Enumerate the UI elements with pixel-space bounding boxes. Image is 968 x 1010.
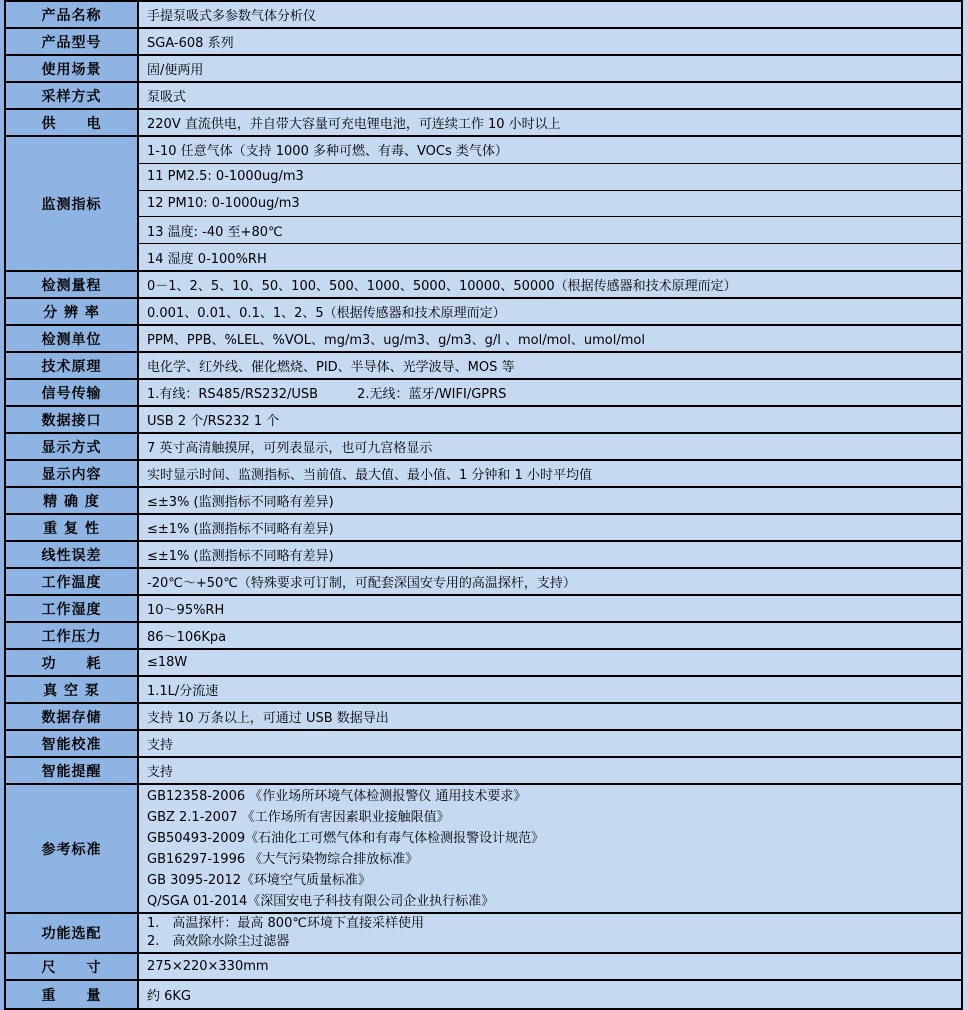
spec-label: 智能提醒 bbox=[6, 758, 139, 783]
right-margin-strip bbox=[963, 0, 968, 1010]
spec-value: 1.有线：RS485/RS232/USB 2.无线：蓝牙/WIFI/GPRS bbox=[139, 380, 961, 405]
spec-value: 实时显示时间、监测指标、当前值、最大值、最小值、1 分钟和 1 小时平均值 bbox=[139, 461, 961, 486]
spec-label: 显示内容 bbox=[6, 461, 139, 486]
row-accuracy bbox=[6, 488, 961, 515]
row-linearity-error bbox=[6, 542, 961, 569]
spec-value: PPM、PPB、%LEL、%VOL、mg/m3、ug/m3、g/m3、g/l 、mol/mol、umol/mol bbox=[139, 326, 961, 351]
product-spec-table bbox=[4, 0, 963, 1010]
row-data-interface bbox=[6, 407, 961, 434]
spec-label: 工作压力 bbox=[6, 623, 139, 648]
spec-value: 220V 直流供电，并自带大容量可充电锂电池，可连续工作 10 小时以上 bbox=[139, 110, 961, 135]
row-product-name bbox=[6, 2, 961, 29]
spec-value: 10～95%RH bbox=[139, 596, 961, 621]
spec-value: ≤±1% (监测指标不同略有差异) bbox=[139, 515, 961, 540]
row-working-pressure bbox=[6, 623, 961, 650]
spec-label: 信号传输 bbox=[6, 380, 139, 405]
spec-label: 数据存储 bbox=[6, 704, 139, 729]
row-detection-range bbox=[6, 272, 961, 299]
row-smart-reminder bbox=[6, 758, 961, 785]
row-working-temperature bbox=[6, 569, 961, 596]
spec-label: 技术原理 bbox=[6, 353, 139, 378]
standard-item: Q/SGA 01-2014《深国安电子科技有限公司企业执行标准》 bbox=[147, 893, 495, 909]
spec-value-group bbox=[139, 785, 961, 912]
row-smart-calibration bbox=[6, 731, 961, 758]
spec-label: 参考标准 bbox=[6, 785, 139, 912]
spec-value: 支持 bbox=[139, 758, 961, 783]
spec-label: 真 空 泵 bbox=[6, 677, 139, 702]
spec-label: 检测量程 bbox=[6, 272, 139, 297]
spec-label: 重 复 性 bbox=[6, 515, 139, 540]
spec-value: 支持 bbox=[139, 731, 961, 756]
row-repeatability bbox=[6, 515, 961, 542]
spec-value: -20℃～+50℃（特殊要求可订制，可配套深国安专用的高温探杆，支持） bbox=[139, 569, 961, 594]
spec-label: 供 电 bbox=[6, 110, 139, 135]
spec-value: 0.001、0.01、0.1、1、2、5（根据传感器和技术原理而定） bbox=[139, 299, 961, 324]
standard-item: GB 3095-2012《环境空气质量标准》 bbox=[147, 872, 371, 888]
spec-label: 智能校准 bbox=[6, 731, 139, 756]
spec-value-group bbox=[139, 137, 961, 270]
spec-label: 产品型号 bbox=[6, 29, 139, 54]
monitor-item: 13 温度: -40 至+80℃ bbox=[139, 217, 961, 244]
monitor-item: 1-10 任意气体（支持 1000 多种可燃、有毒、VOCs 类气体） bbox=[139, 137, 961, 164]
spec-label: 监测指标 bbox=[6, 137, 139, 270]
spec-label: 工作湿度 bbox=[6, 596, 139, 621]
spec-value: 约 6KG bbox=[139, 981, 961, 1008]
spec-value: 1.1L/分流速 bbox=[139, 677, 961, 702]
standard-item: GBZ 2.1-2007 《工作场所有害因素职业接触限值》 bbox=[147, 809, 450, 825]
row-display-content bbox=[6, 461, 961, 488]
row-technical-principle bbox=[6, 353, 961, 380]
spec-label: 使用场景 bbox=[6, 56, 139, 81]
row-usage-scenario bbox=[6, 56, 961, 83]
row-product-model bbox=[6, 29, 961, 56]
spec-value: ≤±1% (监测指标不同略有差异) bbox=[139, 542, 961, 567]
standard-item: GB12358-2006 《作业场所环境气体检测报警仪 通用技术要求》 bbox=[147, 788, 527, 804]
row-dimensions bbox=[6, 954, 961, 981]
spec-value: 手提泵吸式多参数气体分析仪 bbox=[139, 2, 961, 27]
spec-label: 线性误差 bbox=[6, 542, 139, 567]
spec-label: 精 确 度 bbox=[6, 488, 139, 513]
spec-label: 数据接口 bbox=[6, 407, 139, 432]
spec-value: ≤±3% (监测指标不同略有差异) bbox=[139, 488, 961, 513]
spec-label: 重 量 bbox=[6, 981, 139, 1008]
row-signal-transmission bbox=[6, 380, 961, 407]
spec-label: 功能选配 bbox=[6, 914, 139, 952]
spec-label: 分 辨 率 bbox=[6, 299, 139, 324]
spec-value: 86～106Kpa bbox=[139, 623, 961, 648]
spec-label: 检测单位 bbox=[6, 326, 139, 351]
spec-label: 功 耗 bbox=[6, 650, 139, 675]
standard-item: GB16297-1996 《大气污染物综合排放标准》 bbox=[147, 851, 419, 867]
row-display-mode bbox=[6, 434, 961, 461]
standard-item: GB50493-2009《石油化工可燃气体和有毒气体检测报警设计规范》 bbox=[147, 830, 545, 846]
spec-label: 工作温度 bbox=[6, 569, 139, 594]
spec-value: 固/便两用 bbox=[139, 56, 961, 81]
row-working-humidity bbox=[6, 596, 961, 623]
spec-label: 尺 寸 bbox=[6, 954, 139, 979]
spec-value: SGA-608 系列 bbox=[139, 29, 961, 54]
option-item: 2. 高效除水除尘过滤器 bbox=[147, 934, 290, 949]
spec-value: 0－1、2、5、10、50、100、500、1000、5000、10000、50000（根据传感器和技术原理而定） bbox=[139, 272, 961, 297]
monitor-item: 12 PM10: 0-1000ug/m3 bbox=[139, 191, 961, 218]
spec-value: USB 2 个/RS232 1 个 bbox=[139, 407, 961, 432]
row-monitoring-indicators bbox=[6, 137, 961, 272]
option-item: 1. 高温探杆：最高 800℃环境下直接采样使用 bbox=[147, 916, 424, 931]
row-power-supply bbox=[6, 110, 961, 137]
row-sampling-method bbox=[6, 83, 961, 110]
spec-label: 产品名称 bbox=[6, 2, 139, 27]
row-weight bbox=[6, 981, 961, 1008]
spec-value: 电化学、红外线、催化燃烧、PID、半导体、光学波导、MOS 等 bbox=[139, 353, 961, 378]
monitor-item: 11 PM2.5: 0-1000ug/m3 bbox=[139, 164, 961, 191]
monitor-item: 14 湿度 0-100%RH bbox=[147, 251, 267, 267]
spec-label: 显示方式 bbox=[6, 434, 139, 459]
row-vacuum-pump bbox=[6, 677, 961, 704]
row-detection-unit bbox=[6, 326, 961, 353]
spec-value: 泵吸式 bbox=[139, 83, 961, 108]
spec-value: 275×220×330mm bbox=[139, 954, 961, 979]
spec-value: ≤18W bbox=[139, 650, 961, 675]
row-optional-features bbox=[6, 914, 961, 954]
spec-value-group bbox=[139, 914, 961, 952]
row-power-consumption bbox=[6, 650, 961, 677]
row-resolution bbox=[6, 299, 961, 326]
row-data-storage bbox=[6, 704, 961, 731]
spec-value: 7 英寸高清触摸屏，可列表显示，也可九宫格显示 bbox=[139, 434, 961, 459]
spec-label: 采样方式 bbox=[6, 83, 139, 108]
row-reference-standards bbox=[6, 785, 961, 914]
spec-value: 支持 10 万条以上，可通过 USB 数据导出 bbox=[139, 704, 961, 729]
